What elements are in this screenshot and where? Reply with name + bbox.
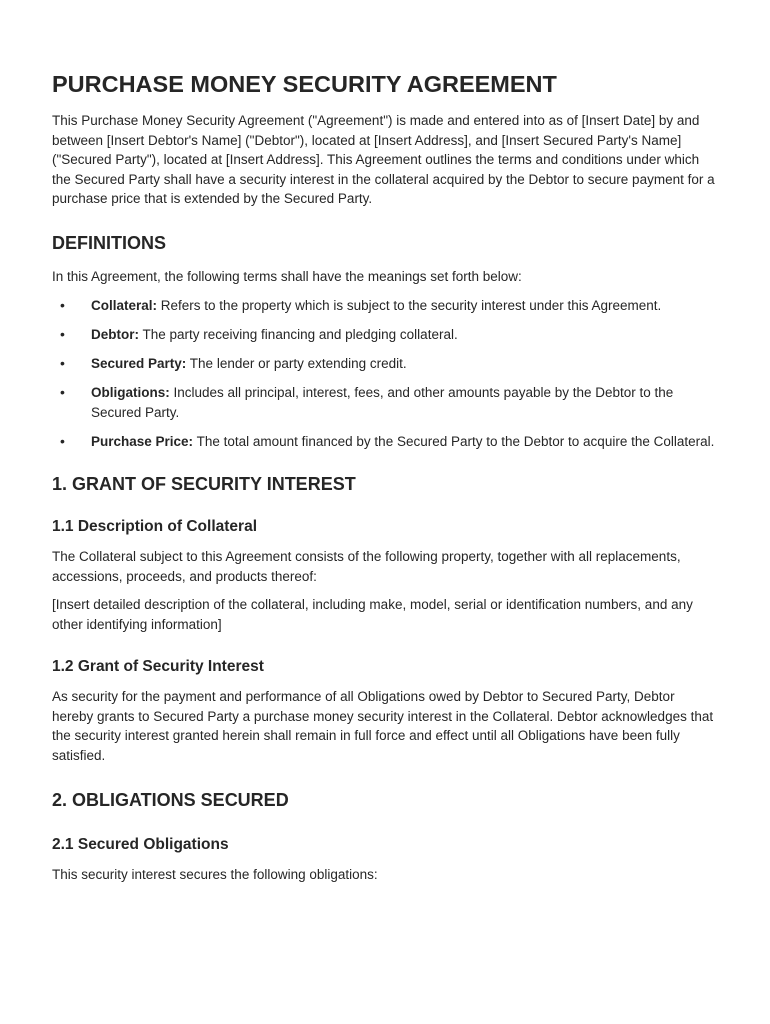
definition-term: Debtor: bbox=[91, 327, 139, 342]
definition-term: Collateral: bbox=[91, 298, 158, 313]
definitions-lead: In this Agreement, the following terms shall have the meanings set forth below: bbox=[52, 268, 522, 284]
bullet-icon: • bbox=[60, 326, 65, 342]
section-2-1-text: This security interest secures the following obligations: bbox=[52, 867, 378, 882]
definition-item-obligations bbox=[52, 383, 718, 422]
bullet-icon: • bbox=[60, 355, 65, 371]
definitions-heading: DEFINITIONS bbox=[52, 232, 167, 253]
section-2-1-heading: 2.1 Secured Obligations bbox=[52, 836, 229, 853]
bullet-icon: • bbox=[60, 297, 65, 313]
definition-text: Includes all principal, interest, fees, and other amounts payable by the Debtor to the Secured Party. bbox=[91, 385, 674, 420]
definition-text: The total amount financed by the Secured Party to the Debtor to acquire the Collateral. bbox=[193, 433, 715, 449]
section-2-heading: 2. OBLIGATIONS SECURED bbox=[52, 790, 289, 810]
definition-term: Obligations: bbox=[91, 385, 170, 400]
section-1-heading: 1. GRANT OF SECURITY INTEREST bbox=[52, 474, 356, 494]
definition-item-debtor bbox=[52, 325, 718, 345]
document-title: PURCHASE MONEY SECURITY AGREEMENT bbox=[52, 71, 557, 97]
intro-paragraph: This Purchase Money Security Agreement ("Agreement") is made and entered into as of [Insert Date] by and between [Insert Debtor's Name] ("Debtor"), located at [Insert Address], and [Insert Secured Party's Name] ("Secured Party"), located at [Insert Address]. This Agreement outlines the terms and conditions under which the Secured Party shall have a security interest in the collateral acquired by the Debtor to secure payment for a purchase price that is extended by the Secured Party. bbox=[52, 113, 715, 206]
definition-term: Purchase Price: bbox=[91, 433, 194, 449]
collateral-description-placeholder: [Insert detailed description of the collateral, including make, model, serial or identification numbers, and any other identifying information] bbox=[52, 597, 693, 632]
definition-item-collateral bbox=[52, 296, 718, 316]
bullet-icon: • bbox=[60, 384, 65, 400]
definition-text: The party receiving financing and pledging collateral. bbox=[139, 327, 458, 342]
section-1-2-text: As security for the payment and performance of all Obligations owed by Debtor to Secured Party, Debtor hereby grants to Secured Party a purchase money security interest in the Collateral. Debtor acknowledges that the security interest granted herein shall remain in full force and effect until all Obligations have been fully satisfied. bbox=[52, 689, 714, 763]
definition-term: Secured Party: bbox=[91, 356, 187, 371]
section-1-1-text: The Collateral subject to this Agreement consists of the following property, together with all replacements, accessions, proceeds, and products thereof: bbox=[52, 549, 681, 584]
definitions-list bbox=[52, 296, 718, 451]
section-1-2-heading: 1.2 Grant of Security Interest bbox=[52, 658, 264, 675]
bullet-icon: • bbox=[60, 432, 65, 449]
section-1-1-heading: 1.1 Description of Collateral bbox=[52, 518, 257, 535]
definition-text: The lender or party extending credit. bbox=[186, 356, 407, 371]
definition-item-purchase-price bbox=[52, 432, 718, 452]
definition-text: Refers to the property which is subject to the security interest under this Agreement. bbox=[157, 298, 662, 313]
definition-item-secured-party bbox=[52, 354, 718, 374]
